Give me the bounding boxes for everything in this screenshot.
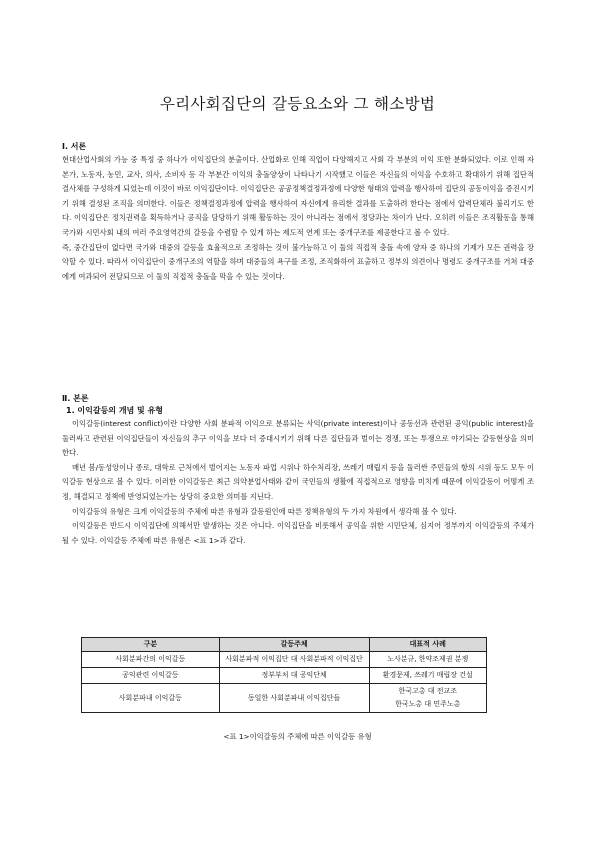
table-cell: 정부부처 대 공익단체 — [219, 668, 369, 684]
table-cell: 노사분규, 한약조제권 분쟁 — [369, 652, 486, 668]
intro-heading: Ⅰ. 서론 — [62, 142, 87, 151]
table-header-examples: 대표적 사례 — [369, 638, 486, 652]
body-subheading: 1. 이익갈등의 개념 및 유형 — [66, 406, 164, 415]
table-header-category: 구분 — [82, 638, 220, 652]
table-caption: <표 1>이익갈등의 주체에 따른 이익갈등 유형 — [223, 732, 372, 741]
conflict-type-table — [81, 637, 487, 713]
table-cell: 한국고총 대 전교조 한국노총 대 민주노총 — [369, 684, 486, 713]
table-header-actors: 갈등주체 — [219, 638, 369, 652]
table-cell: 환경문제, 쓰레기 매립장 건설 — [369, 668, 486, 684]
body-section — [62, 393, 534, 548]
body-heading: Ⅱ. 본론 — [62, 394, 89, 403]
table-cell: 공익관련 이익갈등 — [82, 668, 220, 684]
body-paragraph-1: 이익갈등(interest conflict)이란 다양한 사회 분파적 이익으로 분류되는 사익(private interest)이나 공동선과 관련된 공익(public interest)을 둘러싸고 관련된 이익집단들이 자신들의 추구 이익을 보다 더 증대시키기 위해 다른 집단들과 벌이는 경쟁, 또는 투쟁으로 야기되는 갈등현상을 의미한다. — [62, 419, 534, 458]
table-cell: 사회분파적 이익집단 대 사회분파적 이익집단 — [219, 652, 369, 668]
document-title: 우리사회집단의 갈등요소와 그 해소방법 — [159, 95, 436, 113]
table-cell: 사회분파내 이익갈등 — [82, 684, 220, 713]
table-cell: 동일한 사회분파내 이익집단들 — [219, 684, 369, 713]
table-row — [82, 668, 487, 684]
table-header-row — [82, 638, 487, 652]
body-paragraph-4: 이익갈등은 반드시 이익집단에 의해서만 발생하는 것은 아니다. 이익집단을 비롯해서 공익을 위한 시민단체, 심지어 정부까지 이익갈등의 주체가 될 수 있다. 이익갈등 주체에 따른 유형은 <표 1>과 같다. — [62, 521, 534, 545]
body-paragraph-3: 이익갈등의 유형은 크게 이익갈등의 주체에 따른 유형과 갈등원인에 따른 정책유형의 두 가지 차원에서 생각해 볼 수 있다. — [72, 506, 457, 516]
intro-section — [62, 141, 534, 284]
body-paragraph-2: 매년 봄/동성앙이나 종로, 대학로 근처에서 벌어지는 노동자 파업 시위나 하수처리장, 쓰레기 매립지 등을 둘러싼 주민들의 항의 시위 등도 모두 이익갈등 현상으로 볼 수 있다. 이러한 이익갈등은 최근 의약분업사태와 같이 국민들의 생활에 직접적으로 영향을 미치게 때문에 이익갈등이 어떻게 조정, 해결되고 정책에 반영되었는가는 상당히 중요한 의미를 지닌다. — [62, 462, 534, 501]
intro-paragraph-1: 현대산업사회의 가능 중 특정 중 하나가 이익집단의 분출이다. 산업화로 인해 직업이 다양해지고 사회 각 부분의 이익 또한 분화되었다. 이로 인해 자본가, 노동자, 농민, 교사, 의사, 소비자 등 각 부분간 이익의 충돌양상이 나타나기 시작했고 이들은 자신들의 이익을 수호하고 확대하기 위해 집단적 결사체를 구성하게 되었는데 이것이 바로 이익집단이다. 이익집단은 공공정책결정과정에 다양한 형태의 압력을 행사하여 집단의 공동이익을 증진시키기 위해 결성된 조직을 의미한다. 이들은 정책결정과정에 압력을 행사하여 자신에게 유리한 결과를 도출하려 한다는 점에서 압력단체라 불리기도 한다. 이익집단은 정치권력을 획득하거나 공직을 담당하기 위해 활동하는 것이 아니라는 점에서 정당과는 차이가 난다. 오히려 이들은 조직활동을 통해 국가와 시민사회 내의 여러 주요영역간의 갈등을 수렴할 수 있게 하는 제도적 연계 또는 중개구조를 제공한다고 볼 수 있다. — [62, 155, 534, 237]
intro-paragraph-2: 즉, 중간집단이 없다면 국가와 대중의 갈등을 효율적으로 조정하는 것이 불가능하고 이 둘의 직접적 충돌 속에 양자 중 하나의 기제가 모든 권력을 장악할 수 있다. 따라서 이익집단이 중개구조의 역할을 하며 대중들의 욕구를 조정, 조직화하여 표출하고 정부의 의견이나 명령도 중개구조를 거쳐 대중에게 여과되어 전달되므로 이 둘의 직접적 충돌을 막을 수 있는 것이다. — [62, 242, 534, 281]
table-row — [82, 652, 487, 668]
table-cell: 사회분파간의 이익갈등 — [82, 652, 220, 668]
table-row — [82, 684, 487, 713]
